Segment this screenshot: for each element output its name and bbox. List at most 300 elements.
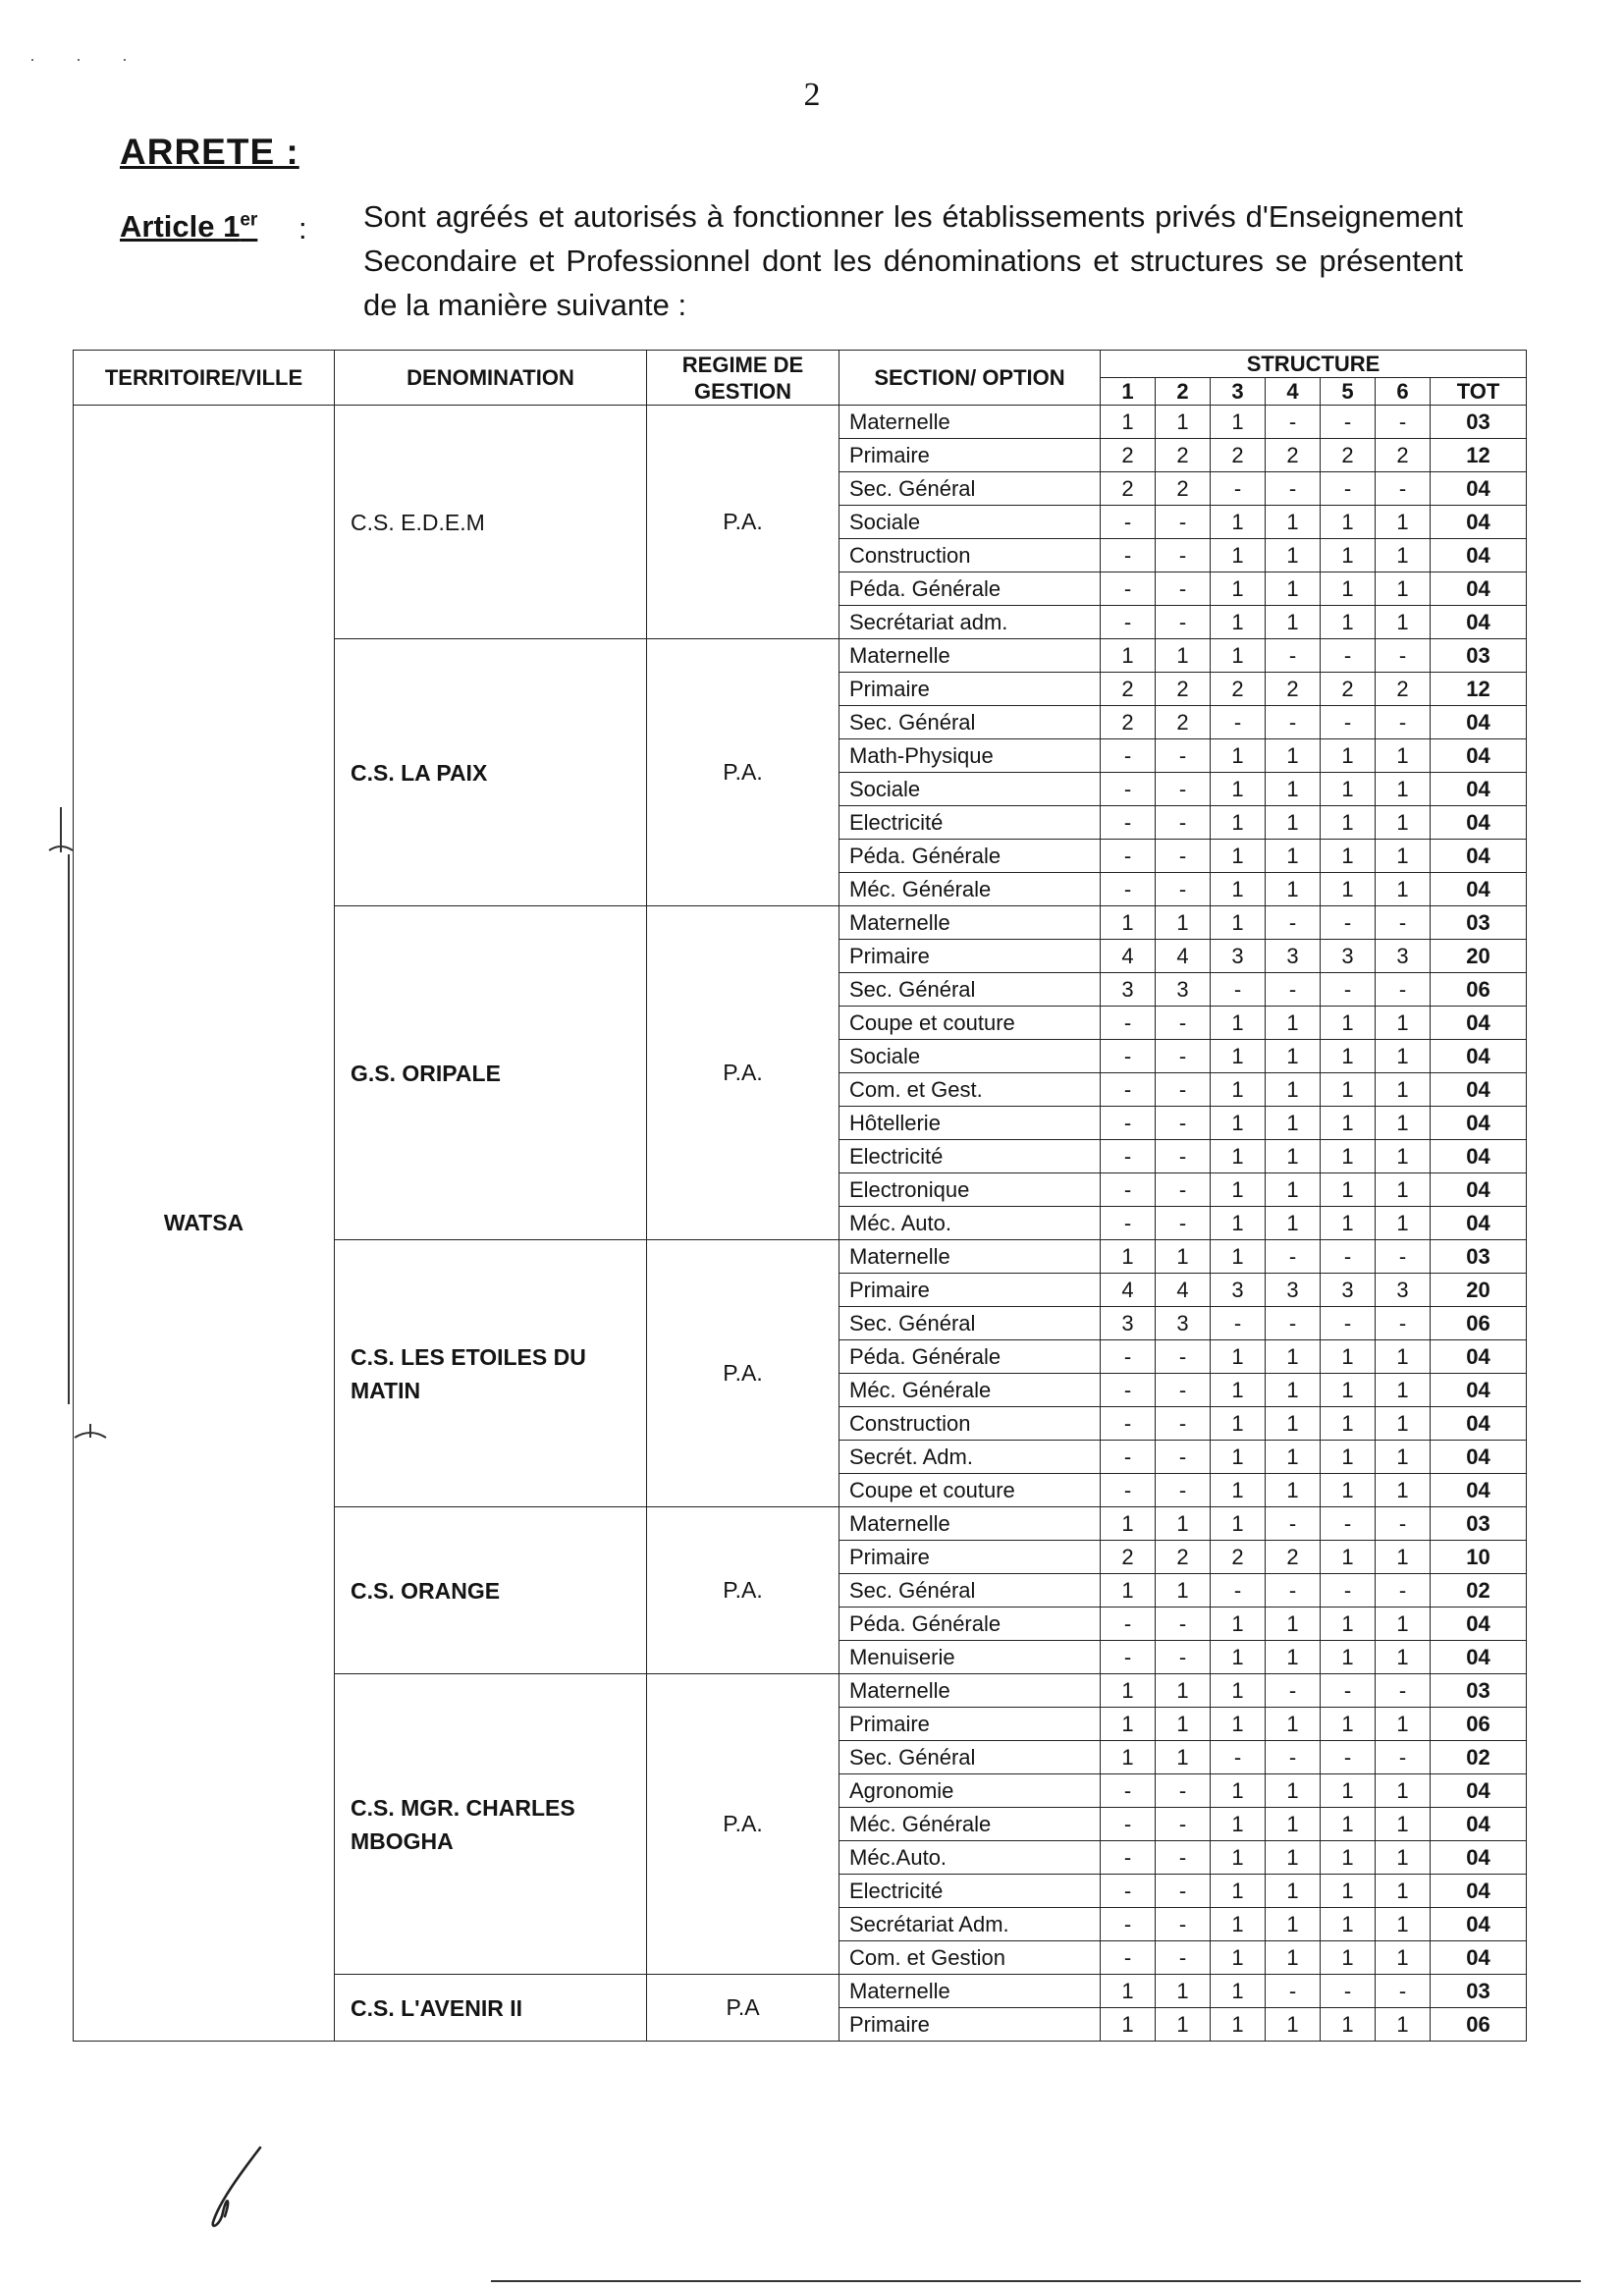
structure-cell-4: 1: [1266, 1774, 1321, 1808]
bottom-rule: [491, 2280, 1581, 2282]
structure-cell-2: 3: [1156, 1307, 1211, 1340]
section-option-cell: Méc.Auto.: [839, 1841, 1101, 1875]
structure-total-cell: 04: [1431, 1340, 1527, 1374]
structure-cell-5: -: [1321, 1975, 1376, 2008]
structure-cell-4: 1: [1266, 1207, 1321, 1240]
article-label-sup: er: [240, 209, 258, 231]
structure-total-cell: 20: [1431, 1274, 1527, 1307]
structure-cell-1: -: [1101, 1073, 1156, 1107]
structure-cell-4: 2: [1266, 439, 1321, 472]
structure-cell-4: 1: [1266, 506, 1321, 539]
structure-total-cell: 04: [1431, 1841, 1527, 1875]
structure-total-cell: 04: [1431, 1407, 1527, 1441]
structure-cell-3: 1: [1211, 1340, 1266, 1374]
structure-cell-2: -: [1156, 1908, 1211, 1941]
structure-cell-4: -: [1266, 639, 1321, 673]
structure-cell-2: -: [1156, 1774, 1211, 1808]
structure-cell-3: 1: [1211, 1073, 1266, 1107]
structure-total-cell: 04: [1431, 572, 1527, 606]
structure-cell-3: -: [1211, 1307, 1266, 1340]
structure-cell-5: 1: [1321, 1474, 1376, 1507]
structure-cell-3: 1: [1211, 1374, 1266, 1407]
structure-cell-6: -: [1376, 406, 1431, 439]
structure-total-cell: 04: [1431, 706, 1527, 739]
structure-cell-6: -: [1376, 1240, 1431, 1274]
structure-cell-3: 1: [1211, 1207, 1266, 1240]
structure-total-cell: 04: [1431, 739, 1527, 773]
structure-cell-6: 1: [1376, 1908, 1431, 1941]
structure-cell-2: -: [1156, 1407, 1211, 1441]
section-option-cell: Méc. Générale: [839, 873, 1101, 906]
structure-cell-5: 1: [1321, 572, 1376, 606]
structure-cell-1: -: [1101, 1340, 1156, 1374]
structure-total-cell: 04: [1431, 1374, 1527, 1407]
structure-cell-3: 1: [1211, 572, 1266, 606]
structure-total-cell: 04: [1431, 840, 1527, 873]
structure-cell-5: 3: [1321, 940, 1376, 973]
structure-cell-2: -: [1156, 1140, 1211, 1173]
structure-cell-6: 1: [1376, 1875, 1431, 1908]
section-option-cell: Sec. Général: [839, 973, 1101, 1007]
structure-cell-2: -: [1156, 1841, 1211, 1875]
structure-cell-6: 1: [1376, 572, 1431, 606]
structure-cell-4: 1: [1266, 1808, 1321, 1841]
structure-cell-3: 1: [1211, 1507, 1266, 1541]
structure-cell-5: 1: [1321, 1374, 1376, 1407]
structure-cell-1: 1: [1101, 1507, 1156, 1541]
structure-total-cell: 02: [1431, 1741, 1527, 1774]
section-option-cell: Com. et Gest.: [839, 1073, 1101, 1107]
header-col-6: 6: [1376, 378, 1431, 406]
structure-cell-5: 1: [1321, 1908, 1376, 1941]
structure-cell-2: 1: [1156, 406, 1211, 439]
structure-cell-5: -: [1321, 1240, 1376, 1274]
section-option-cell: Péda. Générale: [839, 840, 1101, 873]
structure-total-cell: 04: [1431, 1107, 1527, 1140]
structure-total-cell: 04: [1431, 1073, 1527, 1107]
structure-cell-3: 1: [1211, 539, 1266, 572]
structure-cell-3: 1: [1211, 506, 1266, 539]
structure-cell-1: -: [1101, 1173, 1156, 1207]
structure-cell-5: 1: [1321, 1541, 1376, 1574]
structure-cell-5: -: [1321, 973, 1376, 1007]
structure-cell-3: 1: [1211, 639, 1266, 673]
structure-cell-2: 1: [1156, 1574, 1211, 1608]
structure-cell-4: 1: [1266, 1875, 1321, 1908]
structure-cell-1: -: [1101, 1407, 1156, 1441]
section-option-cell: Sec. Général: [839, 1574, 1101, 1608]
structure-cell-4: -: [1266, 1741, 1321, 1774]
structure-cell-4: 1: [1266, 1441, 1321, 1474]
section-option-cell: Sociale: [839, 1040, 1101, 1073]
section-option-cell: Electricité: [839, 806, 1101, 840]
structure-cell-2: -: [1156, 506, 1211, 539]
structure-cell-3: 3: [1211, 1274, 1266, 1307]
structure-cell-4: 1: [1266, 539, 1321, 572]
structure-cell-5: -: [1321, 1574, 1376, 1608]
structure-cell-3: 1: [1211, 1975, 1266, 2008]
section-option-cell: Secrétariat Adm.: [839, 1908, 1101, 1941]
structure-cell-2: -: [1156, 1107, 1211, 1140]
structure-cell-3: -: [1211, 706, 1266, 739]
section-option-cell: Maternelle: [839, 1240, 1101, 1274]
section-option-cell: Construction: [839, 539, 1101, 572]
structure-cell-5: 1: [1321, 1841, 1376, 1875]
structure-cell-4: 1: [1266, 1073, 1321, 1107]
structure-cell-5: 1: [1321, 606, 1376, 639]
structure-cell-3: 1: [1211, 1474, 1266, 1507]
structure-total-cell: 03: [1431, 1507, 1527, 1541]
structure-total-cell: 06: [1431, 2008, 1527, 2042]
structure-cell-2: 2: [1156, 1541, 1211, 1574]
structure-cell-6: 1: [1376, 773, 1431, 806]
article-label-text: Article 1: [120, 209, 241, 244]
regime-cell: P.A: [647, 1975, 839, 2042]
structure-total-cell: 03: [1431, 1674, 1527, 1708]
structure-cell-6: -: [1376, 706, 1431, 739]
structure-cell-1: -: [1101, 840, 1156, 873]
structure-cell-6: -: [1376, 906, 1431, 940]
structure-total-cell: 04: [1431, 773, 1527, 806]
structure-cell-3: 1: [1211, 840, 1266, 873]
structure-total-cell: 04: [1431, 1641, 1527, 1674]
article-colon: :: [298, 211, 307, 245]
structure-cell-1: -: [1101, 572, 1156, 606]
structure-cell-6: 1: [1376, 1774, 1431, 1808]
structure-cell-5: -: [1321, 406, 1376, 439]
section-option-cell: Coupe et couture: [839, 1474, 1101, 1507]
section-option-cell: Primaire: [839, 940, 1101, 973]
structure-cell-3: 2: [1211, 439, 1266, 472]
structure-cell-2: -: [1156, 1808, 1211, 1841]
structure-cell-5: -: [1321, 472, 1376, 506]
structure-cell-1: 1: [1101, 2008, 1156, 2042]
structure-cell-4: -: [1266, 1574, 1321, 1608]
structure-cell-5: 1: [1321, 840, 1376, 873]
structure-cell-3: 1: [1211, 1941, 1266, 1975]
section-option-cell: Maternelle: [839, 406, 1101, 439]
structure-cell-3: 1: [1211, 1808, 1266, 1841]
decree-heading: ARRETE :: [120, 132, 299, 172]
structure-cell-1: -: [1101, 1774, 1156, 1808]
margin-vertical-line: [61, 854, 81, 1424]
table-body: [74, 406, 1527, 2042]
structure-total-cell: 04: [1431, 506, 1527, 539]
structure-cell-1: 1: [1101, 906, 1156, 940]
structure-cell-1: -: [1101, 1875, 1156, 1908]
structure-cell-2: -: [1156, 1608, 1211, 1641]
structure-cell-5: 1: [1321, 739, 1376, 773]
structure-cell-5: 1: [1321, 1774, 1376, 1808]
structure-cell-3: 1: [1211, 1641, 1266, 1674]
structure-cell-6: -: [1376, 1674, 1431, 1708]
structure-total-cell: 12: [1431, 673, 1527, 706]
structure-cell-1: 1: [1101, 1975, 1156, 2008]
structure-cell-1: -: [1101, 1841, 1156, 1875]
structure-total-cell: 04: [1431, 1173, 1527, 1207]
structure-cell-2: 1: [1156, 639, 1211, 673]
structure-cell-4: 1: [1266, 1374, 1321, 1407]
structure-total-cell: 04: [1431, 1608, 1527, 1641]
structure-cell-1: -: [1101, 1007, 1156, 1040]
structure-cell-3: 3: [1211, 940, 1266, 973]
structure-cell-2: 2: [1156, 472, 1211, 506]
structure-cell-4: 1: [1266, 1107, 1321, 1140]
section-option-cell: Primaire: [839, 1708, 1101, 1741]
scan-artifact-dots: · · ·: [29, 49, 145, 69]
structure-cell-6: 3: [1376, 940, 1431, 973]
structure-cell-3: 1: [1211, 1708, 1266, 1741]
article-text: Sont agréés et autorisés à fonctionner les établissements privés d'Enseignement Secondaire et Professionnel dont les dénominations et structures se présentent de la manière suivante :: [363, 199, 1463, 322]
structure-total-cell: 06: [1431, 1307, 1527, 1340]
structure-cell-6: 1: [1376, 840, 1431, 873]
structure-cell-1: 1: [1101, 639, 1156, 673]
section-option-cell: Péda. Générale: [839, 572, 1101, 606]
school-name-cell: C.S. LA PAIX: [335, 639, 647, 906]
structure-cell-4: -: [1266, 906, 1321, 940]
structure-cell-6: 1: [1376, 1007, 1431, 1040]
table-header: [74, 351, 1527, 406]
structure-cell-1: -: [1101, 1808, 1156, 1841]
structure-cell-4: 3: [1266, 1274, 1321, 1307]
table-row: [74, 406, 1527, 439]
structure-cell-5: -: [1321, 1741, 1376, 1774]
structure-total-cell: 03: [1431, 1240, 1527, 1274]
structure-cell-2: -: [1156, 1941, 1211, 1975]
structure-cell-5: 1: [1321, 1140, 1376, 1173]
section-option-cell: Hôtellerie: [839, 1107, 1101, 1140]
structure-cell-4: -: [1266, 472, 1321, 506]
structure-cell-6: 1: [1376, 506, 1431, 539]
header-territoire: TERRITOIRE/VILLE: [74, 351, 335, 406]
structure-cell-4: 1: [1266, 1173, 1321, 1207]
structure-cell-6: 1: [1376, 1073, 1431, 1107]
structure-cell-3: 1: [1211, 1140, 1266, 1173]
structure-cell-1: -: [1101, 1474, 1156, 1507]
structure-cell-5: 1: [1321, 873, 1376, 906]
structure-cell-3: 1: [1211, 1040, 1266, 1073]
structure-cell-5: 1: [1321, 1073, 1376, 1107]
structure-cell-6: 1: [1376, 873, 1431, 906]
structure-cell-1: -: [1101, 606, 1156, 639]
structure-cell-6: 1: [1376, 1173, 1431, 1207]
structure-cell-5: 1: [1321, 1608, 1376, 1641]
structure-cell-1: 2: [1101, 1541, 1156, 1574]
structure-cell-3: 1: [1211, 1441, 1266, 1474]
structure-cell-3: 1: [1211, 1007, 1266, 1040]
structure-total-cell: 04: [1431, 1908, 1527, 1941]
header-row-top: [74, 351, 1527, 378]
structure-cell-5: 1: [1321, 1808, 1376, 1841]
structure-cell-4: 1: [1266, 1841, 1321, 1875]
structure-cell-4: 1: [1266, 1007, 1321, 1040]
territory-cell: WATSA: [74, 406, 335, 2042]
structure-total-cell: 02: [1431, 1574, 1527, 1608]
structure-total-cell: 04: [1431, 1441, 1527, 1474]
structure-cell-6: 1: [1376, 1441, 1431, 1474]
structure-cell-6: 1: [1376, 1207, 1431, 1240]
structure-cell-4: 1: [1266, 739, 1321, 773]
structure-cell-6: 1: [1376, 1340, 1431, 1374]
structure-cell-1: 1: [1101, 1708, 1156, 1741]
school-name-cell: C.S. LES ETOILES DU MATIN: [335, 1240, 647, 1507]
structure-cell-5: -: [1321, 639, 1376, 673]
section-option-cell: Primaire: [839, 2008, 1101, 2042]
structure-cell-4: -: [1266, 406, 1321, 439]
structure-cell-1: 2: [1101, 673, 1156, 706]
structure-cell-3: 1: [1211, 1674, 1266, 1708]
structure-total-cell: 03: [1431, 639, 1527, 673]
structure-total-cell: 12: [1431, 439, 1527, 472]
section-option-cell: Maternelle: [839, 1975, 1101, 2008]
structure-cell-1: 4: [1101, 1274, 1156, 1307]
structure-cell-6: 1: [1376, 1140, 1431, 1173]
structure-total-cell: 04: [1431, 1040, 1527, 1073]
structure-cell-1: -: [1101, 1374, 1156, 1407]
structure-total-cell: 04: [1431, 806, 1527, 840]
section-option-cell: Maternelle: [839, 639, 1101, 673]
structure-cell-2: -: [1156, 739, 1211, 773]
structure-total-cell: 03: [1431, 906, 1527, 940]
structure-cell-2: 3: [1156, 973, 1211, 1007]
structure-total-cell: 04: [1431, 1941, 1527, 1975]
structure-cell-3: 2: [1211, 673, 1266, 706]
section-option-cell: Méc. Générale: [839, 1374, 1101, 1407]
structure-cell-5: 1: [1321, 773, 1376, 806]
school-name-cell: C.S. ORANGE: [335, 1507, 647, 1674]
structure-cell-2: -: [1156, 1173, 1211, 1207]
structure-total-cell: 04: [1431, 1774, 1527, 1808]
header-regime: REGIME DE GESTION: [647, 351, 839, 406]
structure-cell-3: 1: [1211, 1908, 1266, 1941]
structure-cell-5: 2: [1321, 673, 1376, 706]
structure-total-cell: 06: [1431, 973, 1527, 1007]
structure-cell-4: -: [1266, 1674, 1321, 1708]
structure-cell-1: -: [1101, 1608, 1156, 1641]
structure-cell-2: -: [1156, 773, 1211, 806]
section-option-cell: Secrét. Adm.: [839, 1441, 1101, 1474]
structure-cell-6: 1: [1376, 1808, 1431, 1841]
structure-cell-5: 1: [1321, 1207, 1376, 1240]
structure-cell-6: -: [1376, 1307, 1431, 1340]
section-option-cell: Sociale: [839, 506, 1101, 539]
structure-cell-5: 1: [1321, 1641, 1376, 1674]
structure-cell-6: 1: [1376, 806, 1431, 840]
structure-cell-6: 1: [1376, 1841, 1431, 1875]
header-denomination: DENOMINATION: [335, 351, 647, 406]
structure-total-cell: 03: [1431, 406, 1527, 439]
structure-cell-4: 1: [1266, 1140, 1321, 1173]
structure-cell-2: -: [1156, 1441, 1211, 1474]
structure-cell-4: 3: [1266, 940, 1321, 973]
structure-cell-5: 2: [1321, 439, 1376, 472]
structure-cell-3: 1: [1211, 1173, 1266, 1207]
structure-cell-5: 1: [1321, 506, 1376, 539]
structure-cell-3: 1: [1211, 1841, 1266, 1875]
structure-cell-4: 1: [1266, 606, 1321, 639]
structure-cell-6: -: [1376, 1741, 1431, 1774]
structure-cell-1: -: [1101, 1641, 1156, 1674]
structure-cell-3: 1: [1211, 806, 1266, 840]
structure-cell-4: 1: [1266, 806, 1321, 840]
structure-cell-3: -: [1211, 1574, 1266, 1608]
structure-total-cell: 06: [1431, 1708, 1527, 1741]
structure-cell-5: -: [1321, 906, 1376, 940]
structure-cell-1: -: [1101, 1908, 1156, 1941]
structure-cell-6: 2: [1376, 439, 1431, 472]
structure-cell-6: 1: [1376, 1040, 1431, 1073]
section-option-cell: Math-Physique: [839, 739, 1101, 773]
structure-cell-2: -: [1156, 539, 1211, 572]
structure-cell-5: 1: [1321, 806, 1376, 840]
structure-cell-2: 1: [1156, 1708, 1211, 1741]
structure-cell-2: -: [1156, 1007, 1211, 1040]
header-section: SECTION/ OPTION: [839, 351, 1101, 406]
section-option-cell: Primaire: [839, 439, 1101, 472]
structure-cell-2: -: [1156, 873, 1211, 906]
structure-cell-4: -: [1266, 1307, 1321, 1340]
structure-cell-5: -: [1321, 1674, 1376, 1708]
structure-cell-2: 1: [1156, 1674, 1211, 1708]
regime-cell: P.A.: [647, 1507, 839, 1674]
structure-cell-5: 1: [1321, 1407, 1376, 1441]
section-option-cell: Com. et Gestion: [839, 1941, 1101, 1975]
section-option-cell: Electronique: [839, 1173, 1101, 1207]
structure-cell-4: 1: [1266, 1708, 1321, 1741]
structure-cell-6: 1: [1376, 1608, 1431, 1641]
structure-cell-6: 1: [1376, 606, 1431, 639]
structure-cell-2: 4: [1156, 1274, 1211, 1307]
schools-table-container: [73, 350, 1526, 2042]
regime-cell: P.A.: [647, 1240, 839, 1507]
structure-total-cell: 04: [1431, 606, 1527, 639]
structure-cell-2: -: [1156, 1474, 1211, 1507]
page-number: 2: [803, 77, 821, 113]
structure-cell-3: 1: [1211, 773, 1266, 806]
structure-cell-2: 1: [1156, 1741, 1211, 1774]
structure-total-cell: 04: [1431, 1808, 1527, 1841]
regime-cell: P.A.: [647, 1674, 839, 1975]
structure-cell-5: -: [1321, 1507, 1376, 1541]
structure-cell-3: 1: [1211, 406, 1266, 439]
structure-cell-6: 3: [1376, 1274, 1431, 1307]
structure-cell-2: -: [1156, 572, 1211, 606]
structure-cell-4: 1: [1266, 1040, 1321, 1073]
header-structure: STRUCTURE: [1101, 351, 1527, 378]
structure-cell-1: 2: [1101, 439, 1156, 472]
section-option-cell: Maternelle: [839, 1674, 1101, 1708]
structure-cell-4: 1: [1266, 773, 1321, 806]
structure-cell-5: 3: [1321, 1274, 1376, 1307]
structure-cell-6: -: [1376, 472, 1431, 506]
schools-table: [73, 350, 1527, 2042]
section-option-cell: Sec. Général: [839, 1307, 1101, 1340]
structure-cell-1: -: [1101, 739, 1156, 773]
structure-cell-5: -: [1321, 1307, 1376, 1340]
section-option-cell: Coupe et couture: [839, 1007, 1101, 1040]
section-option-cell: Maternelle: [839, 906, 1101, 940]
regime-cell: P.A.: [647, 406, 839, 639]
structure-cell-1: -: [1101, 506, 1156, 539]
structure-cell-3: 1: [1211, 739, 1266, 773]
structure-total-cell: 04: [1431, 1875, 1527, 1908]
structure-total-cell: 04: [1431, 1207, 1527, 1240]
structure-cell-2: -: [1156, 1374, 1211, 1407]
structure-cell-5: 1: [1321, 1340, 1376, 1374]
structure-cell-5: 1: [1321, 1941, 1376, 1975]
structure-cell-6: 1: [1376, 1407, 1431, 1441]
section-option-cell: Péda. Générale: [839, 1608, 1101, 1641]
